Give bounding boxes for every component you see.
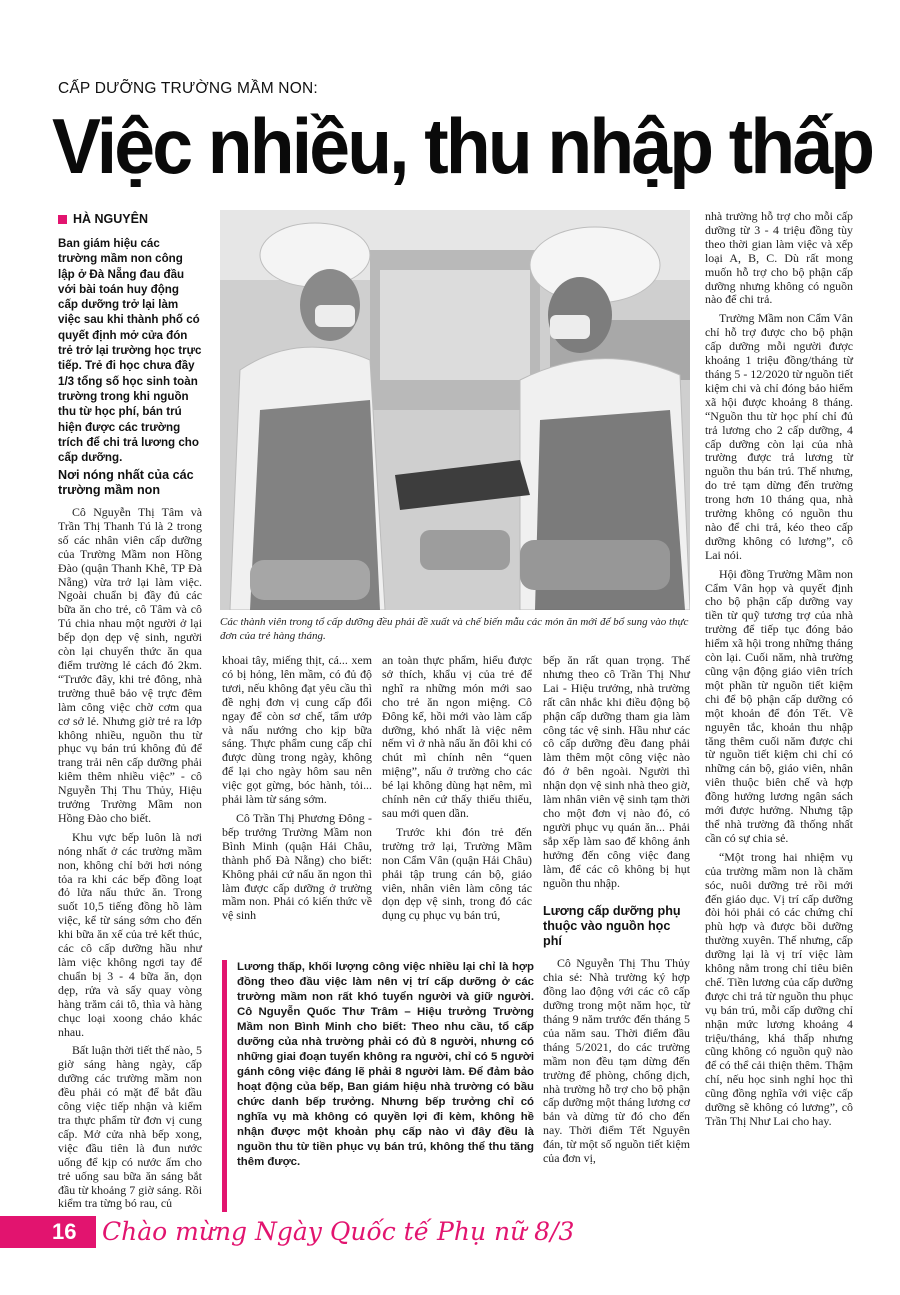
photo-caption: Các thành viên trong tổ cấp dưỡng đều phải đề xuất và chế biến mẫu các món ăn mới để bổ sung vào thực đơn của trẻ hàng tháng. <box>220 616 689 642</box>
paragraph: an toàn thực phẩm, hiểu được sở thích, khẩu vị của trẻ để nghĩ ra những món mới sao cho trẻ ăn ngon miệng. Cô Đông kể, hồi mới vào làm cấp dưỡng, khó nhất là việc nêm nếm vì ở nhà nấu ăn đôi khi có chút mì chính nên “quen miệng”, nấu ở trường cho các bé lại không dùng hạt nêm, mì chính nên cứ thấy thiếu thiếu, sau mới quen dần. <box>382 653 532 820</box>
subhead-salary-depends: Lương cấp dưỡng phụ thuộc vào nguồn học phí <box>543 904 681 949</box>
paragraph: khoai tây, miếng thịt, cá... xem có bị hỏng, lên mầm, có đủ độ tươi, nếu không đạt yêu cầu thì đề nghị đơn vị cung cấp đổi ngay để còn sơ chế, tẩm ướp và nấu nướng cho kịp bữa sáng. Thực phẩm cung cấp chỉ được dùng trong ngày, không để lại cho ngày hôm sau nên việc gọt gừng, bóc hành, tỏi... phải làm từ sáng sớm. <box>222 653 372 807</box>
text-column-5 <box>705 210 853 1134</box>
footer-accent-bar <box>0 1216 96 1248</box>
paragraph: nhà trường hỗ trợ cho mỗi cấp dưỡng từ 3 - 4 triệu đồng tùy theo thời gian làm việc và xếp loại A, B, C. Dù rất mong muốn hỗ trợ cho bộ phận cấp dưỡng nhưng không có nguồn nào để chi trả. <box>705 209 853 307</box>
text-column-3 <box>382 654 532 928</box>
paragraph: Bất luận thời tiết thế nào, 5 giờ sáng hàng ngày, cấp dưỡng các trường mầm non đều phải có mặt để bắt đầu công việc tiếp nhận và kiểm tra thực phẩm từ đơn vị cung cấp. Mở cửa nhà bếp xong, việc đầu tiên là đun nước uống để kịp có nước ấm cho trẻ uống sau bữa ăn sáng bắt đầu từ khoảng 7 giờ sáng. Rồi kiểm tra từng bó rau, củ <box>58 1043 202 1211</box>
byline-square-icon <box>58 215 67 224</box>
byline <box>58 212 148 226</box>
kitchen-photo <box>220 210 690 610</box>
paragraph: Cô Nguyễn Thị Tâm và Trần Thị Thanh Tú là 2 trong số các nhân viên cấp dưỡng của Trường Mầm non Hồng Đào (quận Thanh Khê, TP Đà Nẵng) vừa trở lại làm việc. Ngoài chuẩn bị đầy đủ các bữa ăn cho trẻ, cô Tâm và cô Tú chia nhau một người ở lại bếp dọn dẹp vệ sinh, người còn lại chuyển thức ăn qua điểm trường lẻ cách đó 2km. “Trước đây, khi trẻ đông, nhà trường thuê bảo vệ trực đêm làm công việc chờ cơm qua cơ sở lẻ. Nhưng giờ trẻ ra lớp không nhiều, nguồn thu từ phục vụ bán trú không đủ để trang trải nên cấp dưỡng phải kiêm thêm nhiều việc” - cô Nguyễn Thị Thu Thủy, Hiệu trưởng Trường Mầm non Hồng Đào cho biết. <box>58 505 202 825</box>
page-number: 16 <box>52 1219 77 1244</box>
footer-section-title: Chào mừng Ngày Quốc tế Phụ nữ 8/3 <box>102 1217 575 1246</box>
article-kicker: CẤP DƯỠNG TRƯỜNG MẦM NON: <box>58 80 318 97</box>
pull-quote: Lương thấp, khối lượng công việc nhiều lại chỉ là hợp đồng theo đầu việc làm nên vị trí cấp dưỡng ở các trường mầm non rất khó tuyển người và giữ người. Cô Nguyễn Quốc Thư Trâm – Hiệu trưởng Trường Mầm non Bình Minh cho biết: Theo nhu cầu, tổ cấp dưỡng của nhà trường phải có đủ 8 người, nhưng có những giai đoạn tuyển không ra người, chỉ có 5 người gánh công việc đáng lẽ phải 8 người làm. Để đảm bảo hoạt động của bếp, Ban giám hiệu nhà trường có bầu chức danh bếp trưởng. Nhưng bếp trưởng chỉ có nghĩa vụ mà không có quyền lợi đi kèm, không hề nhận được một khoản phụ cấp nào vì đây đều là nguồn thu từ tiền phục vụ bán trú, không thể thu tăng thêm được. <box>222 960 534 1212</box>
article-sapo: Ban giám hiệu các trường mầm non công lập ở Đà Nẵng đau đầu với bài toán huy động cấp dưỡng trở lại làm việc sau khi thành phố có quyết định mở cửa đón trẻ trở lại trường học trực tiếp. Trẻ đi học chưa đầy 1/3 tổng số học sinh toàn trường trong khi nguồn thu từ học phí, bán trú hiện được các trường trích để chi trả lương cho cấp dưỡng. <box>58 237 202 465</box>
cooks-illustration <box>220 210 690 610</box>
paragraph: Trường Mầm non Cẩm Vân chỉ hỗ trợ được cho bộ phận cấp dưỡng mỗi người được khoảng 1 triệu đồng/tháng từ tháng 5 - 12/2020 từ nguồn tiết kiệm chi và chỉ đóng bảo hiểm xã hội được khoảng 8 tháng. “Nguồn thu từ học phí chỉ đủ trả lương cho 2 cấp dưỡng, 4 cấp dưỡng còn lại của nhà trường được trả lương từ nguồn thu bán trú. Thế nhưng, do trẻ tạm dừng đến trường trong hơn 10 tháng qua, nhà trường không có nguồn thu nào để chi trả, kéo theo cấp dưỡng không có lương”, cô Lai nói. <box>705 311 853 562</box>
text-column-2 <box>222 654 372 928</box>
article-headline: Việc nhiều, thu nhập thấp <box>52 102 873 190</box>
byline-author: HÀ NGUYÊN <box>73 212 149 226</box>
paragraph: Cô Trần Thị Phương Đông - bếp trưởng Trường Mầm non Bình Minh (quận Hải Châu, thành phố Đà Nẵng) cho biết: Không phải cứ nấu ăn ngon thì làm được cấp dưỡng ở trường mầm non. Phải có kiến thức về vệ sinh <box>222 810 372 923</box>
paragraph: bếp ăn rất quan trọng. Thế nhưng theo cô Trần Thị Như Lai - Hiệu trưởng, nhà trường rất cân nhắc khi điều động bộ phận cấp dưỡng tham gia làm công tác vệ sinh. Hầu như các cô cấp dưỡng đều đang phải làm thêm một công việc nào đó ở bên ngoài. Người thì nhận dọn vệ sinh nhà theo giờ, làm nhân viên vệ sinh tạm thời cho một đơn vị nào đó, có người phục vụ quán ăn... Phải sắp xếp làm sao để không ảnh hưởng đến công việc đang làm, để các cô không bị hụt nguồn thu nhập. <box>543 653 690 890</box>
text-column-4 <box>543 654 690 1171</box>
subhead-hottest-place: Nơi nóng nhất của các trường mầm non <box>58 468 194 497</box>
paragraph: Trước khi đón trẻ đến trường trở lại, Trường Mầm non Cẩm Vân (quận Hải Châu) phải tập trung cán bộ, giáo viên, nhân viên làm công tác dọn dẹp vệ sinh, trong đó các dụng cụ phục vụ bán trú, <box>382 824 532 923</box>
paragraph: “Một trong hai nhiệm vụ của trường mầm non là chăm sóc, nuôi dưỡng trẻ rồi mới đến giáo dục. Vị trí cấp dưỡng đòi hỏi phải có các chứng chỉ phù hợp và được bồi dưỡng thường xuyên. Thế nhưng, cấp dưỡng lại là vị trí việc làm không nằm trong chỉ tiêu biên chế. Tiền lương của cấp dưỡng được chi trả từ nguồn thu phục vụ bán trú, mỗi cấp dưỡng chỉ nhận mức lương khoảng 4 triệu/tháng, khá thấp nhưng cũng không có nguồn quỹ nào để có thể cải thiện thêm. Thậm chí, nếu học sinh nghỉ học thì cũng đồng nghĩa với việc cấp dưỡng sẽ không có lương”, cô Trần Thị Như Lai cho hay. <box>705 849 853 1128</box>
paragraph: Hội đồng Trường Mầm non Cẩm Vân họp và quyết định cho bộ phận cấp dưỡng vay tiền từ quỹ tương trợ của nhà trường để tiếp tục đóng bảo hiểm xã hội trong những tháng còn lại. Cuối năm, nhà trường cũng vận động giáo viên trích một phần từ nguồn tiết kiệm chi để bộ phận cấp dưỡng có một khoản để đón Tết. Về nguyên tắc, khoản thu nhập tăng thêm cuối năm được chi từ nguồn tiết kiệm chi chỉ có những cán bộ, giáo viên, nhân viên thuộc biên chế và hợp đồng hưởng lương ngân sách mới được hưởng. Nhưng tập thể nhà trường đã thống nhất cần có sự chia sẻ. <box>705 566 853 845</box>
paragraph: Khu vực bếp luôn là nơi nóng nhất ở các trường mầm non, không chỉ bởi hơi nóng tỏa ra khi các bếp đồng loạt đỏ lửa nấu thức ăn. Trong suốt 10,5 tiếng đồng hồ làm việc, kể từ sáng sớm cho đến khi bữa ăn xế của trẻ kết thúc, các cô cấp dưỡng hầu như làm việc không ngơi tay để chuẩn bị 3 - 4 bữa ăn, dọn dẹp, rửa và sấy quay vòng hàng trăm cái tô, thìa và hàng chục loại xoong chảo khác nhau. <box>58 829 202 1039</box>
text-column-1 <box>58 462 202 1216</box>
paragraph: Cô Nguyễn Thị Thu Thủy chia sẻ: Nhà trường ký hợp đồng lao động với các cô cấp dưỡng trong một năm học, từ tháng 9 năm trước đến tháng 5 của năm sau. Thời điểm đầu tháng 5/2021, do các trường mầm non đều tạm dừng đến trường để phòng, chống dịch, nhà trường hỗ trợ cho bộ phận cấp dưỡng một tháng lương cơ bản và dừng từ đó cho đến nay. Thời điểm Tết Nguyên đán, từ một số nguồn tiết kiệm của đơn vị, <box>543 956 690 1166</box>
